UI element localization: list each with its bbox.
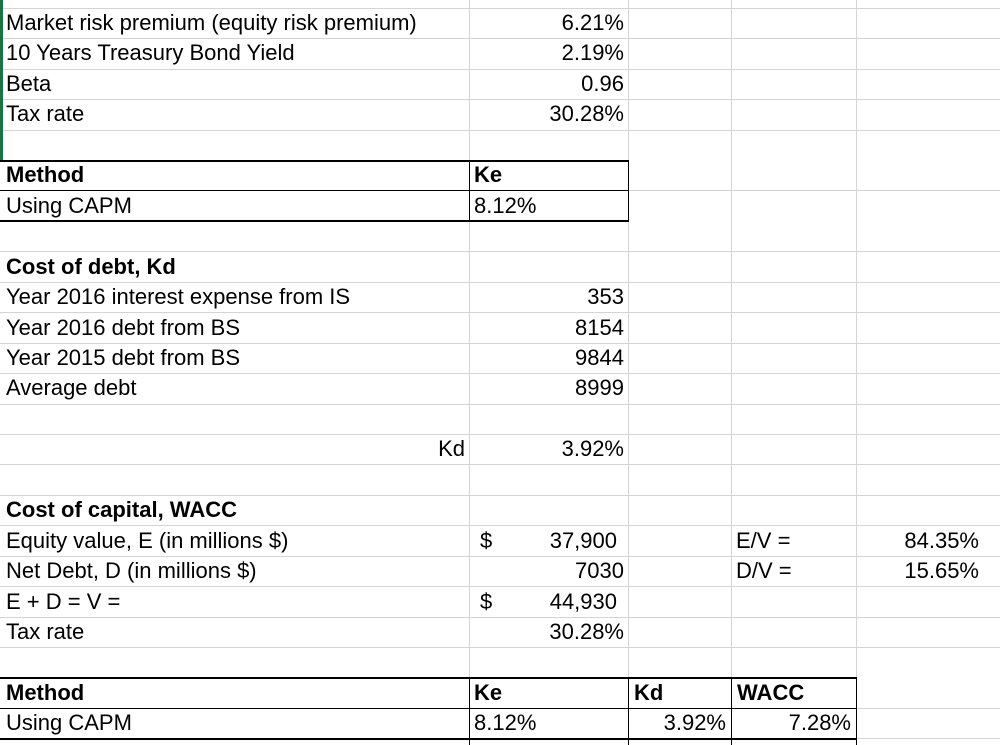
kd-result-label[interactable]: Kd	[438, 436, 465, 461]
cell-value[interactable]: 8999	[575, 375, 624, 400]
row-gridline	[0, 464, 1000, 465]
table-border	[628, 160, 629, 221]
cell-label[interactable]: Equity value, E (in millions $)	[6, 528, 289, 553]
table-border	[856, 677, 857, 745]
ratio-value-ev[interactable]: 84.35%	[904, 528, 979, 553]
cell-value[interactable]: 353	[587, 284, 624, 309]
table-header-ke[interactable]: Ke	[474, 162, 503, 187]
cell-label[interactable]: 10 Years Treasury Bond Yield	[6, 40, 295, 65]
cell-value[interactable]: 8154	[575, 315, 624, 340]
table-border	[469, 160, 470, 221]
cell-label[interactable]: Year 2015 debt from BS	[6, 345, 241, 370]
cell-value[interactable]: 2.19%	[561, 40, 624, 65]
table-border	[0, 677, 857, 679]
table-border	[0, 738, 857, 740]
cell-label[interactable]: Year 2016 interest expense from IS	[6, 284, 351, 309]
cell-label[interactable]: Market risk premium (equity risk premium)	[6, 10, 417, 35]
table-header-wacc[interactable]: WACC	[737, 680, 805, 705]
cell-value[interactable]: 9844	[575, 345, 624, 370]
cell-value[interactable]: 37,900	[549, 528, 617, 553]
table-border	[0, 160, 629, 162]
cell-value[interactable]: 30.28%	[549, 101, 624, 126]
section-title-wacc[interactable]: Cost of capital, WACC	[6, 497, 238, 522]
table-cell-ke[interactable]: 8.12%	[474, 193, 537, 218]
currency-symbol: $	[480, 528, 493, 553]
cell-value[interactable]: 7030	[575, 558, 624, 583]
table-header-method[interactable]: Method	[6, 680, 85, 705]
table-border	[469, 677, 470, 745]
row-gridline	[0, 647, 1000, 648]
table-header-method[interactable]: Method	[6, 162, 85, 187]
cell-value[interactable]: 44,930	[549, 589, 617, 614]
table-cell-method[interactable]: Using CAPM	[6, 710, 132, 735]
ratio-label-ev[interactable]: E/V =	[736, 528, 791, 553]
table-cell-kd[interactable]: 3.92%	[663, 710, 726, 735]
active-cell-indicator	[0, 0, 3, 160]
cell-value[interactable]: 30.28%	[549, 619, 624, 644]
cell-value[interactable]: 0.96	[581, 71, 624, 96]
cell-label[interactable]: E + D = V =	[6, 589, 121, 614]
currency-symbol: $	[480, 589, 493, 614]
ratio-label-dv[interactable]: D/V =	[736, 558, 792, 583]
table-cell-method[interactable]: Using CAPM	[6, 193, 132, 218]
cell-label[interactable]: Net Debt, D (in millions $)	[6, 558, 257, 583]
cell-label[interactable]: Average debt	[6, 375, 137, 400]
kd-result-value[interactable]: 3.92%	[561, 436, 624, 461]
cell-label[interactable]: Tax rate	[6, 101, 85, 126]
row-gridline	[0, 130, 1000, 131]
row-gridline	[0, 404, 1000, 405]
ratio-value-dv[interactable]: 15.65%	[904, 558, 979, 583]
table-cell-wacc[interactable]: 7.28%	[788, 710, 851, 735]
table-header-kd[interactable]: Kd	[634, 680, 664, 705]
table-cell-ke[interactable]: 8.12%	[474, 710, 537, 735]
cell-label[interactable]: Year 2016 debt from BS	[6, 315, 241, 340]
cell-label[interactable]: Beta	[6, 71, 52, 96]
section-title-kd[interactable]: Cost of debt, Kd	[6, 254, 176, 279]
table-header-ke[interactable]: Ke	[474, 680, 503, 705]
cell-value[interactable]: 6.21%	[561, 10, 624, 35]
cell-label[interactable]: Tax rate	[6, 619, 85, 644]
